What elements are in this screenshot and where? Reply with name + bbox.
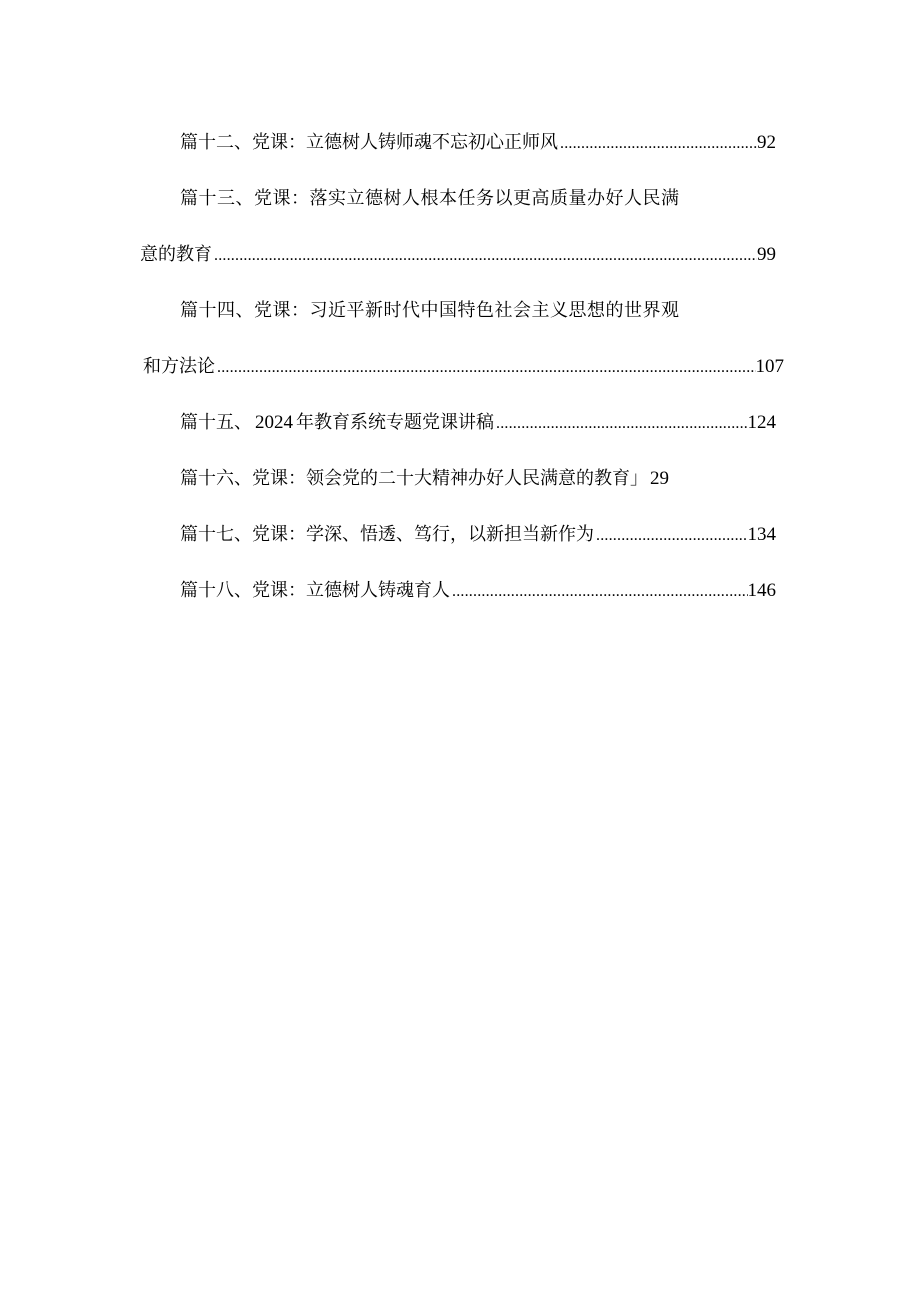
toc-entry-15[interactable] xyxy=(180,411,776,436)
toc-entry-title: 篇十二、党课：立德树人铸师魂不忘初心正师风 xyxy=(180,132,558,153)
toc-entry-18[interactable] xyxy=(180,579,776,604)
toc-entry-title: 篇十七、党课：学深、悟透、笃行，以新担当新作为 xyxy=(180,524,594,545)
toc-entry-title xyxy=(180,411,494,435)
toc-entry-14-line1[interactable] xyxy=(180,299,780,323)
toc-entry-title: 篇十三、党课：落实立德树人根本任务以更高质量办好人民满 xyxy=(180,188,680,209)
toc-entry-13-line1[interactable] xyxy=(180,187,780,211)
toc-entry-title-continued: 和方法论 xyxy=(143,356,215,377)
toc-leader-dots xyxy=(450,580,748,604)
toc-entry-16[interactable] xyxy=(180,467,740,491)
toc-entry-title: 篇十四、党课：习近平新时代中国特色社会主义思想的世界观 xyxy=(180,300,680,321)
toc-page-number: 124 xyxy=(747,412,776,433)
toc-page-number: 107 xyxy=(755,356,784,377)
toc-page-number: 29 xyxy=(650,468,669,489)
toc-leader-dots xyxy=(558,132,757,156)
toc-entry-13-line2[interactable] xyxy=(140,243,776,268)
toc-entry-12[interactable] xyxy=(180,131,776,156)
toc-entry-title-prefix: 篇十五、 xyxy=(180,412,252,433)
toc-entry-year: 2024 xyxy=(255,412,293,433)
toc-page-number: 99 xyxy=(757,244,776,265)
toc-entry-title: 篇十六、党课：领会党的二十大精神办好人民满意的教育」 xyxy=(180,468,648,489)
toc-entry-17[interactable] xyxy=(180,523,776,548)
toc-leader-dots xyxy=(494,412,748,436)
toc-entry-title-continued: 意的教育 xyxy=(140,244,212,265)
toc-page-number: 146 xyxy=(747,580,776,601)
toc-leader-dots xyxy=(212,244,757,268)
toc-entry-14-line2[interactable] xyxy=(143,355,784,380)
toc-entry-title: 篇十八、党课：立德树人铸魂育人 xyxy=(180,580,450,601)
toc-page-number: 92 xyxy=(757,132,776,153)
toc-leader-dots xyxy=(215,356,756,380)
toc-page-number: 134 xyxy=(747,524,776,545)
toc-leader-dots xyxy=(594,524,748,548)
toc-entry-title-suffix: 年教育系统专题党课讲稿 xyxy=(296,412,494,433)
